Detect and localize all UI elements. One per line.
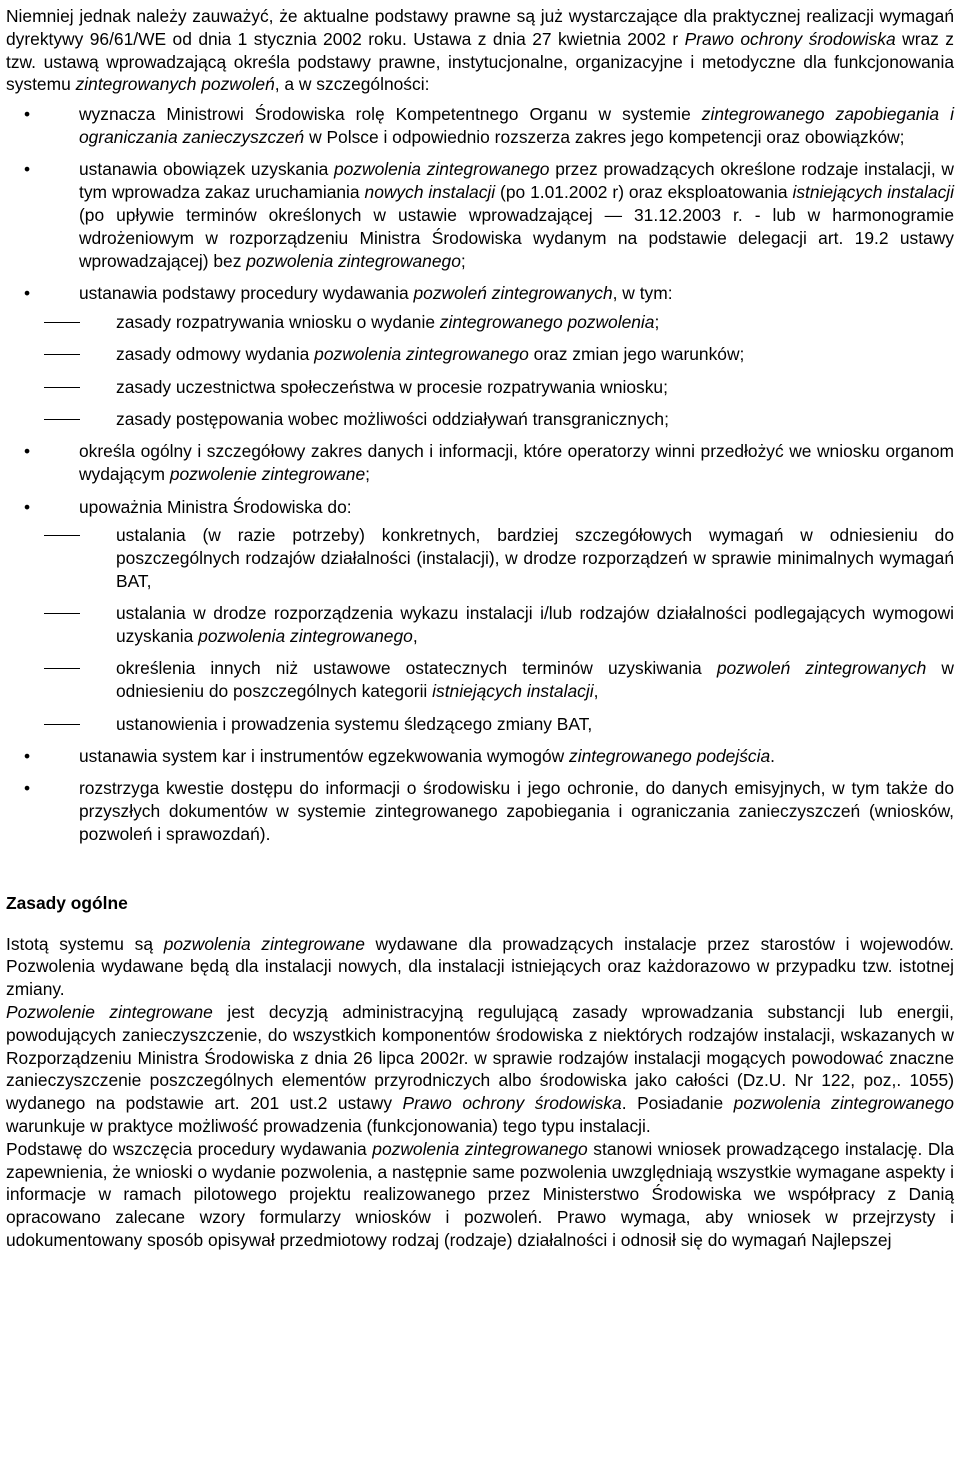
bullet-item	[6, 496, 954, 736]
text-run: zasady postępowania wobec możliwości oddziaływań transgranicznych;	[116, 408, 669, 429]
text-run: rozstrzyga kwestie dostępu do informacji o środowisku i jego ochronie, do danych emisyjnych, w tym także do przyszłych dokumentów w systemie zintegrowanego zapobiegania i ograniczania zanieczyszczeń (wniosków, pozwoleń i sprawozdań).	[79, 778, 954, 845]
text-run: (po 1.01.2002 r) oraz eksploatowania	[495, 182, 793, 203]
italic-term: zintegrowanego zapobiegania i ograniczania zanieczyszczeń	[79, 104, 954, 147]
text-run: Niemniej jednak należy zauważyć, że aktualne podstawy prawne są już wystarczające dla praktycznej realizacji wymagań dyrektywy 96/61/WE od dnia 1 stycznia 2002 roku. Ustawa z dnia 27 kwietnia 2002 r	[6, 6, 954, 49]
text-run: ustanawia obowiązek uzyskania	[79, 159, 334, 180]
text-run: zasady rozpatrywania wniosku o wydanie	[116, 311, 440, 332]
text-run: ;	[654, 311, 660, 332]
dash-item	[79, 408, 954, 431]
italic-term: Pozwolenie zintegrowane	[6, 1002, 213, 1023]
text-run: ;	[365, 464, 370, 485]
italic-term: Prawo ochrony środowiska	[402, 1093, 622, 1114]
text-run: wydawane dla prowadzących instalacje przez starostów i wojewodów. Pozwolenia wydawane będą dla instalacji nowych, dla instalacji istniejących oraz każdorazowo w przypadku tzw. istotnej zmiany.	[6, 933, 954, 1000]
text-run: ustanawia podstawy procedury wydawania	[79, 282, 414, 303]
intro-paragraph	[6, 5, 954, 96]
bullet-item	[6, 282, 954, 431]
dash-item	[79, 657, 954, 703]
body-paragraph	[6, 933, 954, 1001]
text-run: określenia innych niż ustawowe ostatecznych terminów uzyskiwania	[116, 658, 717, 679]
italic-term: Prawo ochrony środowiska	[684, 28, 896, 49]
body-paragraph	[6, 1138, 954, 1252]
text-run: (po upływie terminów określonych w ustawie wprowadzającej — 31.12.2003 r. - lub w harmonogramie wdrożeniowym w rozporządzeniu Ministra Środowiska wydanym na podstawie delegacji art. 19.2 ustawy wprowadzającej) bez	[79, 204, 954, 271]
text-run: Istotą systemu są	[6, 933, 164, 954]
bullet-text	[79, 777, 954, 845]
italic-term: istniejących instalacji	[432, 681, 594, 702]
body-paragraph	[6, 1001, 954, 1138]
text-run: .	[770, 746, 775, 767]
text-run: zasady uczestnictwa społeczeństwa w procesie rozpatrywania wniosku;	[116, 376, 668, 397]
text-run: , w tym:	[612, 282, 673, 303]
text-run: ustalania w drodze rozporządzenia wykazu instalacji i/lub rodzajów działalności podlegających wymogowi uzyskania	[116, 603, 954, 647]
dash-item	[79, 602, 954, 648]
provisions-list	[6, 103, 954, 846]
text-run: oraz zmian jego warunków;	[528, 344, 745, 365]
text-run: Podstawę do wszczęcia procedury wydawania	[6, 1138, 373, 1159]
dash-list	[79, 524, 954, 735]
bullet-item	[6, 103, 954, 149]
text-run: jest decyzją administracyjną regulującą zasady wprowadzania substancji lub energii, powodujących zanieczyszczenie, do wszystkich komponentów środowiska z niektórych rodzajów instalacji, wskazanych w Rozporządzeniu Ministra Środowiska z dnia 26 lipca 2002r. w sprawie rodzajów instalacji mogących powodować znaczne zanieczyszczenie poszczególnych elementów przyrodniczych albo środowiska jako całości (Dz.U. Nr 122, poz,. 1055) wydanego na podstawie art. 201 ust.2 ustawy	[6, 1002, 954, 1114]
italic-term: zintegrowanych pozwoleń	[75, 74, 275, 95]
text-run: warunkuje w praktyce możliwość prowadzenia (funkcjonowania) tego typu instalacji.	[6, 1116, 651, 1136]
italic-term: pozwolenia zintegrowanego	[246, 250, 461, 271]
dash-item	[79, 713, 954, 736]
italic-term: pozwoleń zintegrowanych	[413, 282, 613, 303]
italic-term: pozwolenie zintegrowane	[169, 464, 366, 485]
bullet-text	[79, 282, 954, 305]
bullet-text	[79, 440, 954, 486]
bullet-text	[79, 103, 954, 149]
italic-term: pozwolenia zintegrowanego	[333, 159, 550, 180]
dash-item	[79, 376, 954, 399]
dash-item	[79, 311, 954, 334]
dash-list	[79, 311, 954, 431]
bullet-text	[79, 158, 954, 272]
text-run: ustalania (w razie potrzeby) konkretnych, bardziej szczegółowych wymagań w odniesieniu do poszczególnych rodzajów działalności (instalacji), w drodze rozporządzeń w sprawie minimalnych wymagań BAT,	[116, 525, 954, 591]
text-run: ustanawia system kar i instrumentów egzekwowania wymogów	[79, 746, 570, 767]
bullet-item	[6, 158, 954, 272]
text-run: w Polsce i odpowiednio rozszerza zakres jego kompetencji oraz obowiązków;	[304, 126, 905, 147]
text-run: upoważnia Ministra Środowiska do:	[79, 496, 352, 517]
italic-term: nowych instalacji	[364, 182, 496, 203]
text-run: w odniesieniu do poszczególnych kategorii	[116, 658, 954, 702]
text-run: wraz z tzw. ustawą wprowadzającą określa podstawy prawne, instytucjonalne, organizacyjne i metodyczne dla funkcjonowania systemu	[6, 28, 954, 95]
bullet-item	[6, 440, 954, 486]
section-title: Zasady ogólne	[6, 892, 128, 913]
bullet-text	[79, 745, 954, 768]
bullet-item	[6, 745, 954, 768]
text-run: przez prowadzących określone rodzaje instalacji, w tym wprowadza zakaz uruchamiania	[79, 159, 954, 203]
dash-item	[79, 524, 954, 592]
text-run: ustanowienia i prowadzenia systemu śledzącego zmiany BAT,	[116, 713, 593, 734]
text-run: zasady odmowy wydania	[116, 344, 315, 365]
text-run: . Posiadanie	[621, 1093, 734, 1114]
text-run: ;	[460, 250, 466, 271]
text-run: wyznacza Ministrowi Środowiska rolę Kompetentnego Organu w systemie	[79, 104, 702, 125]
dash-item	[79, 343, 954, 366]
text-run: stanowi wniosek prowadzącego instalację. Dla zapewnienia, że wnioski o wydanie pozwolenia, a następnie same pozwolenia uwzględniają wszystkie wymagane aspekty i informacje w ramach pilotowego projektu realizowanego przez Ministerstwo Środowiska we współpracy z Danią opracowano zalecane wzory formularzy wniosków i pozwoleń. Prawo wymaga, aby wniosek w przejrzysty i udokumentowany sposób opisywał przedmiotowy rodzaj (rodzaje) działalności i odnosił się do wymagań Najlepszej	[6, 1138, 954, 1250]
italic-term: pozwolenia zintegrowane	[163, 933, 365, 954]
general-rules-section	[6, 933, 954, 1252]
italic-term: zintegrowanego pozwolenia	[439, 311, 655, 332]
bullet-text	[79, 496, 954, 519]
text-run: ,	[593, 681, 599, 702]
italic-term: istniejących instalacji	[792, 182, 954, 203]
italic-term: pozwolenia zintegrowanego	[372, 1138, 588, 1159]
italic-term: pozwolenia zintegrowanego	[198, 626, 413, 647]
bullet-item	[6, 777, 954, 845]
italic-term: pozwolenia zintegrowanego	[314, 344, 529, 365]
text-run: określa ogólny i szczegółowy zakres danych i informacji, które operatorzy winni przedłożyć we wniosku organom wydającym	[79, 441, 954, 485]
italic-term: pozwolenia zintegrowanego	[733, 1093, 954, 1114]
text-run: ,	[412, 626, 418, 647]
italic-term: pozwoleń zintegrowanych	[716, 658, 927, 679]
text-run: , a w szczególności:	[274, 74, 430, 95]
italic-term: zintegrowanego podejścia	[569, 746, 771, 767]
